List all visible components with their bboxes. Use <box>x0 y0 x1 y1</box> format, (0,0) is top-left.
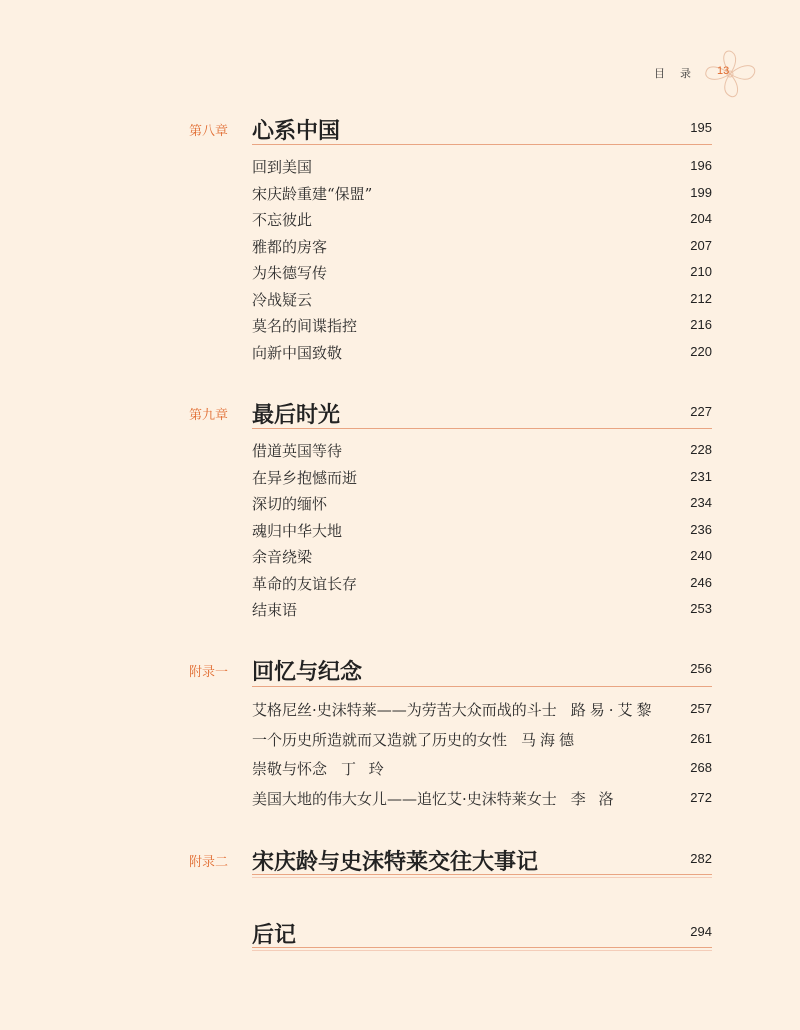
item-title: 不忘彼此 <box>252 211 313 229</box>
toc-item[interactable] <box>252 573 712 600</box>
toc-item[interactable] <box>252 599 712 626</box>
item-page: 268 <box>690 760 712 775</box>
divider <box>252 947 712 951</box>
item-page: 231 <box>690 468 712 484</box>
item-page: 257 <box>690 701 712 716</box>
item-title: 回到美国 <box>252 158 313 176</box>
chapter-items <box>252 156 712 368</box>
item-title-text: 崇敬与怀念 <box>252 760 328 778</box>
toc-item[interactable] <box>252 236 712 263</box>
chapter-items <box>252 440 712 626</box>
item-title: 借道英国等待 <box>252 442 343 460</box>
item-title-text: 一个历史所造就而又造就了历史的女性 <box>252 730 508 749</box>
chapter-page: 256 <box>690 661 712 676</box>
item-page: 216 <box>690 317 712 332</box>
item-page: 228 <box>690 442 712 457</box>
item-title: 雅都的房客 <box>252 237 328 256</box>
item-page: 210 <box>690 264 712 279</box>
chapter-label: 第九章 <box>189 408 229 423</box>
item-page: 240 <box>690 548 712 563</box>
chapter-items <box>252 699 712 817</box>
chapter-title: 后记 <box>252 922 297 948</box>
toc-item[interactable] <box>252 520 712 547</box>
item-page: 272 <box>690 789 712 805</box>
item-title: 余音绕梁 <box>252 548 313 566</box>
item-page: 220 <box>690 343 712 359</box>
item-title: 魂归中华大地 <box>252 521 343 540</box>
toc-item[interactable] <box>252 699 712 729</box>
divider <box>252 144 712 145</box>
item-author: 马海德 <box>521 730 579 749</box>
toc-item[interactable] <box>252 289 712 316</box>
item-page: 196 <box>690 158 712 173</box>
item-author: 丁 玲 <box>341 760 388 778</box>
item-author: 李 洛 <box>570 789 618 808</box>
item-page: 212 <box>690 290 712 306</box>
item-page: 253 <box>690 601 712 616</box>
chapter-page: 195 <box>690 120 712 135</box>
chapter-title: 最后时光 <box>252 402 341 428</box>
toc-item[interactable] <box>252 467 712 494</box>
page-header <box>640 62 790 102</box>
header-page-number: 13 <box>717 65 730 77</box>
toc-item[interactable] <box>252 440 712 467</box>
item-title: 革命的友谊长存 <box>252 574 358 593</box>
item-title: 莫名的间谍指控 <box>252 317 358 335</box>
item-title-text: 艾格尼丝·史沫特莱——为劳苦大众而战的斗士 <box>252 701 557 719</box>
flower-icon <box>698 46 762 104</box>
item-title: 结束语 <box>252 601 298 619</box>
toc-item[interactable] <box>252 342 712 369</box>
item-page: 204 <box>690 211 712 226</box>
item-author: 路易·艾黎 <box>570 701 656 719</box>
toc-item[interactable] <box>252 493 712 520</box>
divider <box>252 874 712 878</box>
item-page: 236 <box>690 521 712 537</box>
item-title <box>252 788 618 809</box>
chapter-title: 心系中国 <box>252 118 341 144</box>
item-title <box>252 729 578 750</box>
chapter-title: 回忆与纪念 <box>252 659 363 685</box>
chapter-page: 227 <box>690 404 712 419</box>
item-title: 向新中国致敬 <box>252 343 343 362</box>
item-page: 261 <box>690 730 712 746</box>
toc-item[interactable] <box>252 788 712 818</box>
toc-item[interactable] <box>252 262 712 289</box>
chapter-label: 附录一 <box>189 665 229 680</box>
toc-item[interactable] <box>252 315 712 342</box>
item-page: 246 <box>690 574 712 590</box>
item-title: 在异乡抱憾而逝 <box>252 468 358 487</box>
item-title: 宋庆龄重建“保盟” <box>252 184 373 203</box>
chapter-title: 宋庆龄与史沫特莱交往大事记 <box>252 849 539 875</box>
item-page: 234 <box>690 495 712 510</box>
item-title <box>252 758 388 779</box>
item-page: 207 <box>690 237 712 253</box>
toc-item[interactable] <box>252 546 712 573</box>
item-title: 深切的缅怀 <box>252 495 328 513</box>
item-title <box>252 699 656 720</box>
toc-item[interactable] <box>252 729 712 759</box>
chapter-page: 294 <box>690 924 712 939</box>
item-page: 199 <box>690 184 712 200</box>
divider <box>252 428 712 429</box>
chapter-page: 282 <box>690 851 712 866</box>
item-title-text: 美国大地的伟大女儿——追忆艾·史沫特莱女士 <box>252 789 557 808</box>
item-title: 冷战疑云 <box>252 290 313 309</box>
toc-item[interactable] <box>252 758 712 788</box>
divider <box>252 686 712 687</box>
toc-item[interactable] <box>252 156 712 183</box>
toc-item[interactable] <box>252 183 712 210</box>
chapter-label: 附录二 <box>189 855 229 870</box>
toc-item[interactable] <box>252 209 712 236</box>
header-label: 目 录 <box>654 68 698 80</box>
chapter-label: 第八章 <box>189 124 229 139</box>
item-title: 为朱德写传 <box>252 264 328 282</box>
